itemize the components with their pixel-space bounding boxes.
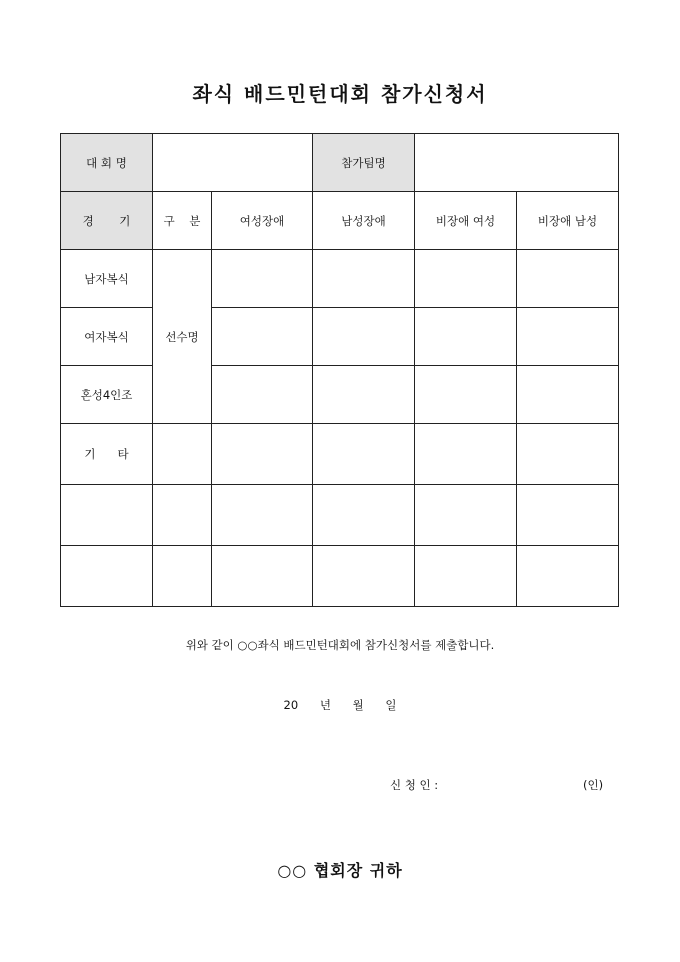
event-info-row (61, 134, 619, 192)
player-cell[interactable] (313, 250, 415, 308)
female-nondisabled-header: 비장애 여성 (415, 192, 517, 250)
player-cell[interactable] (517, 366, 619, 424)
form-cell[interactable] (153, 546, 212, 607)
form-cell[interactable] (61, 485, 153, 546)
player-cell[interactable] (313, 366, 415, 424)
form-cell[interactable] (517, 546, 619, 607)
row-label-mens-doubles: 남자복식 (61, 250, 153, 308)
player-cell[interactable] (212, 250, 313, 308)
form-cell[interactable] (313, 546, 415, 607)
form-cell[interactable] (313, 485, 415, 546)
team-name-label: 참가팀명 (313, 134, 415, 192)
player-cell[interactable] (517, 308, 619, 366)
form-cell[interactable] (153, 424, 212, 485)
row-label-mixed-four: 혼성4인조 (61, 366, 153, 424)
form-cell[interactable] (415, 424, 517, 485)
header-row (61, 192, 619, 250)
table-row (61, 250, 619, 308)
event-header: 경 기 (61, 192, 153, 250)
addressee: ○○ 협회장 귀하 (277, 861, 403, 880)
team-name-field[interactable] (415, 134, 619, 192)
form-cell[interactable] (153, 485, 212, 546)
player-cell[interactable] (415, 366, 517, 424)
form-cell[interactable] (517, 424, 619, 485)
form-cell[interactable] (415, 485, 517, 546)
table-row (61, 546, 619, 607)
applicant-label: 신 청 인 : (390, 778, 439, 792)
submission-statement: 위와 같이 ○○좌식 배드민턴대회에 참가신청서를 제출합니다. (185, 638, 495, 652)
form-cell[interactable] (415, 546, 517, 607)
form-cell[interactable] (212, 424, 313, 485)
player-cell[interactable] (415, 250, 517, 308)
event-name-field[interactable] (153, 134, 313, 192)
player-cell[interactable] (212, 366, 313, 424)
player-cell[interactable] (415, 308, 517, 366)
application-form-table (60, 133, 619, 607)
male-disabled-header: 남성장애 (313, 192, 415, 250)
table-row (61, 485, 619, 546)
form-cell[interactable] (212, 546, 313, 607)
form-cell[interactable] (212, 485, 313, 546)
date-line: 20 년 월 일 (283, 698, 397, 712)
male-nondisabled-header: 비장애 남성 (517, 192, 619, 250)
form-cell[interactable] (313, 424, 415, 485)
table-row (61, 424, 619, 485)
row-label-other: 기 타 (61, 424, 153, 485)
event-name-label: 대 회 명 (61, 134, 153, 192)
table-row (61, 366, 619, 424)
female-disabled-header: 여성장애 (212, 192, 313, 250)
table-row (61, 308, 619, 366)
division-header: 구 분 (153, 192, 212, 250)
seal-label: (인) (583, 778, 604, 792)
player-cell[interactable] (212, 308, 313, 366)
form-cell[interactable] (61, 546, 153, 607)
player-cell[interactable] (517, 250, 619, 308)
players-label: 선수명 (153, 250, 212, 424)
form-cell[interactable] (517, 485, 619, 546)
player-cell[interactable] (313, 308, 415, 366)
document-title: 좌식 배드민턴대회 참가신청서 (192, 82, 488, 106)
row-label-womens-doubles: 여자복식 (61, 308, 153, 366)
